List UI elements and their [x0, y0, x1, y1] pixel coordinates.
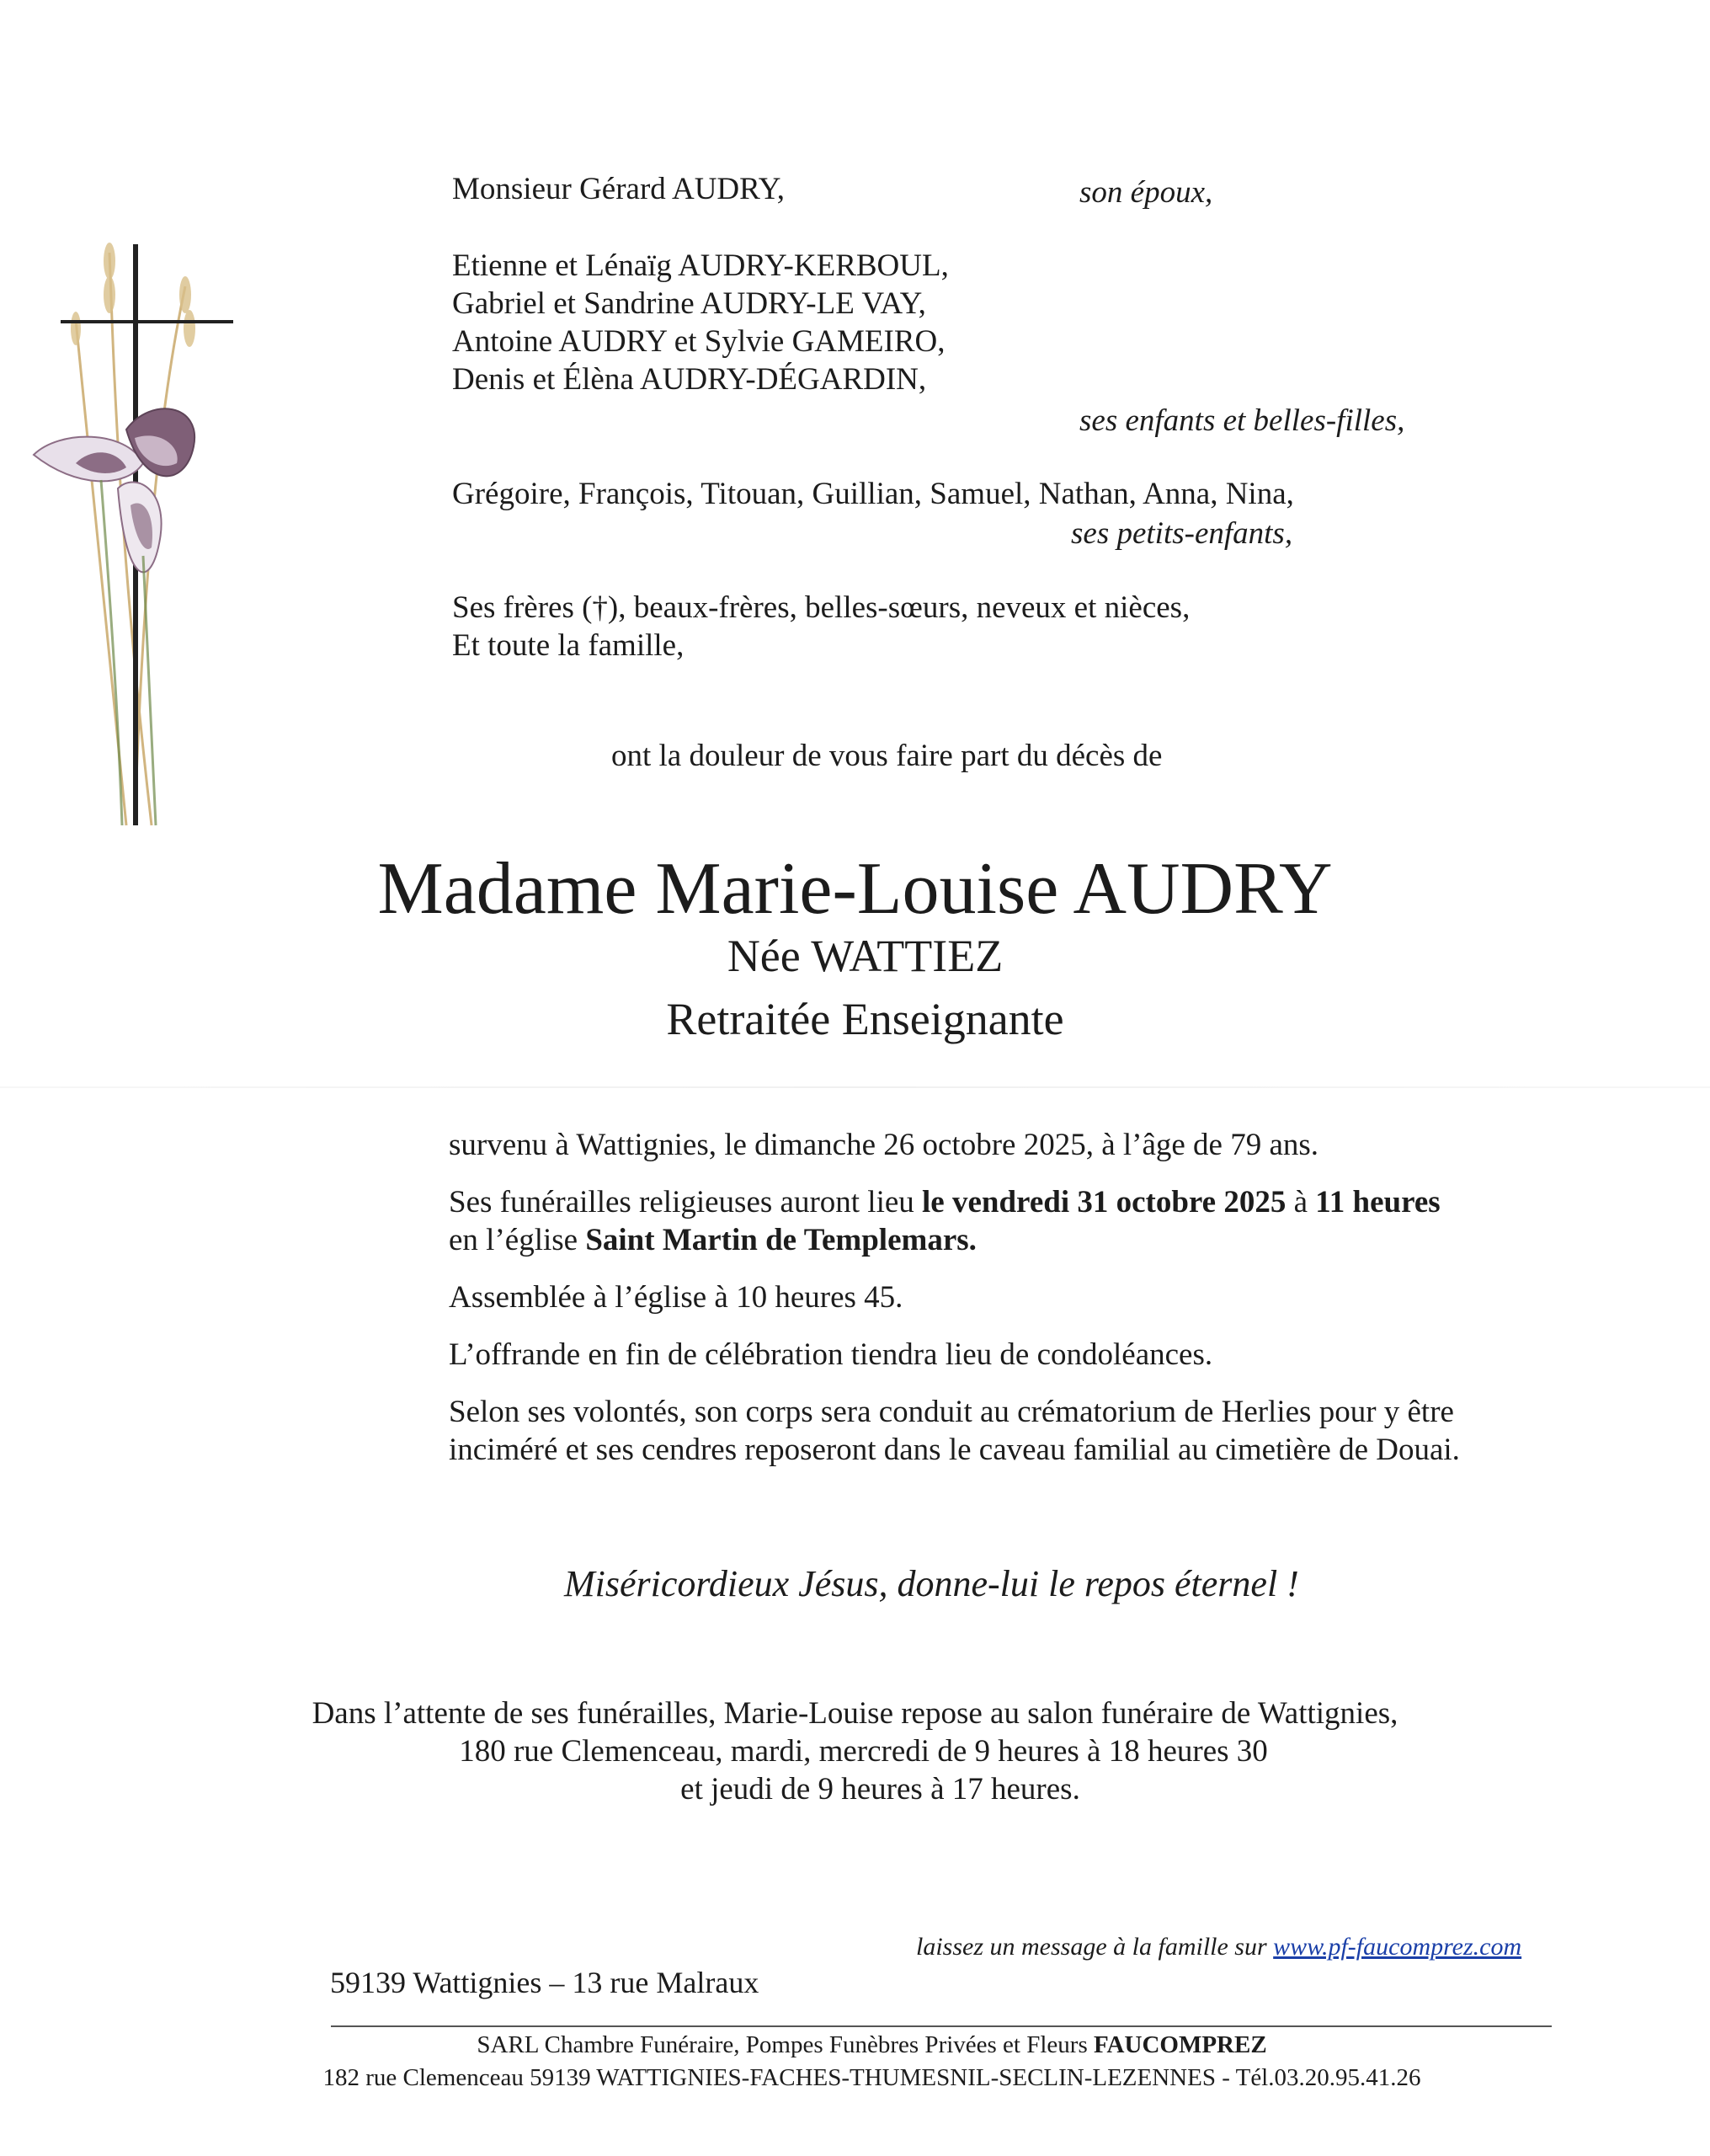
- office-address: 59139 Wattignies – 13 rue Malraux: [330, 1966, 759, 1999]
- deceased-name: Madame Marie-Louise AUDRY: [377, 848, 1333, 930]
- wishes-line: Selon ses volontés, son corps sera conduit au crématorium de Herlies pour y être: [449, 1395, 1454, 1429]
- spouse-role: son époux,: [1079, 175, 1213, 210]
- funeral-mid: à: [1286, 1185, 1316, 1219]
- funeral-pre: Ses funérailles religieuses auront lieu: [449, 1185, 923, 1219]
- company-name: FAUCOMPREZ: [1094, 2031, 1267, 2058]
- prayer: Miséricordieux Jésus, donne-lui le repos éternel !: [564, 1563, 1299, 1604]
- grandchildren-line: Grégoire, François, Titouan, Guillian, Samuel, Nathan, Anna, Nina,: [452, 477, 1294, 511]
- viewing-line: 180 rue Clemenceau, mardi, mercredi de 9 heures à 18 heures 30: [459, 1734, 1268, 1769]
- footer-divider: [331, 2025, 1552, 2027]
- church-notice: [449, 1222, 977, 1259]
- church-pre: en l’église: [449, 1223, 586, 1257]
- assembly-notice: Assemblée à l’église à 10 heures 45.: [449, 1280, 903, 1315]
- website-link[interactable]: www.pf-faucomprez.com: [1273, 1933, 1522, 1961]
- offering-notice: L’offrande en fin de célébration tiendra lieu de condoléances.: [449, 1337, 1213, 1372]
- spouse-name: Monsieur Gérard AUDRY,: [452, 172, 785, 206]
- message-pre: laissez un message à la famille sur: [916, 1933, 1274, 1961]
- others-line: Et toute la famille,: [452, 628, 685, 663]
- children-role: ses enfants et belles-filles,: [1079, 403, 1405, 438]
- wishes-line: inciméré et ses cendres reposeront dans le caveau familial au cimetière de Douai.: [449, 1433, 1460, 1467]
- child-line: Gabriel et Sandrine AUDRY-LE VAY,: [452, 286, 926, 321]
- deceased-maiden-name: Née WATTIEZ: [727, 931, 1004, 981]
- funeral-time: 11 heures: [1315, 1185, 1441, 1219]
- child-line: Denis et Élèna AUDRY-DÉGARDIN,: [452, 362, 927, 397]
- child-line: Etienne et Lénaïg AUDRY-KERBOUL,: [452, 248, 949, 283]
- company-address: 182 rue Clemenceau 59139 WATTIGNIES-FACHES-THUMESNIL-SECLIN-LEZENNES - Tél.03.20.95.41.26: [322, 2064, 1421, 2091]
- funeral-date: le vendredi 31 octobre 2025: [922, 1185, 1286, 1219]
- viewing-line: et jeudi de 9 heures à 17 heures.: [680, 1772, 1080, 1806]
- funeral-notice: [449, 1184, 1441, 1221]
- church-name: Saint Martin de Templemars.: [585, 1223, 977, 1257]
- deceased-occupation: Retraitée Enseignante: [666, 994, 1064, 1044]
- company-line: [17, 2031, 1710, 2059]
- cross-with-lilies-icon: [25, 236, 236, 842]
- company-pre: SARL Chambre Funéraire, Pompes Funèbres Privées et Fleurs: [477, 2031, 1094, 2058]
- message-invite: [916, 1933, 1521, 1961]
- child-line: Antoine AUDRY et Sylvie GAMEIRO,: [452, 324, 946, 359]
- death-notice: survenu à Wattignies, le dimanche 26 octobre 2025, à l’âge de 79 ans.: [449, 1128, 1319, 1162]
- grandchildren-role: ses petits-enfants,: [1071, 516, 1293, 551]
- fold-line: [0, 1086, 1710, 1088]
- others-line: Ses frères (†), beaux-frères, belles-sœurs, neveux et nièces,: [452, 590, 1191, 625]
- viewing-line: Dans l’attente de ses funérailles, Marie-Louise repose au salon funéraire de Wattignies,: [312, 1696, 1398, 1731]
- announcement: ont la douleur de vous faire part du décès de: [611, 739, 1163, 773]
